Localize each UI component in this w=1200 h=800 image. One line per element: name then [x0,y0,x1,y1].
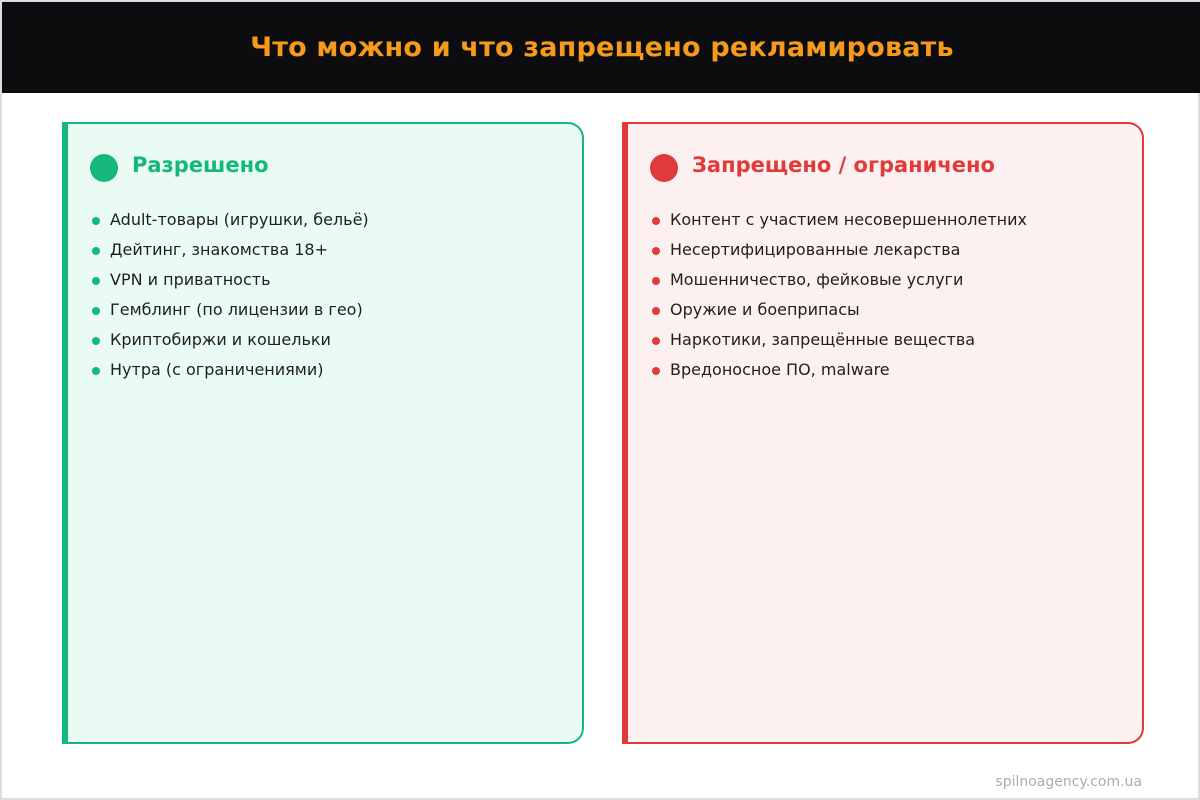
green-circle-icon [90,154,118,182]
allowed-title: Разрешено [132,153,269,177]
list-item [652,324,1027,354]
list-item-text: Вредоносное ПО, malware [670,359,890,379]
bullet-icon [92,337,100,345]
footer-site-label: spilnoagency.com.ua [995,774,1142,790]
forbidden-card-header [650,148,995,182]
list-item [92,294,369,324]
allowed-list [92,204,369,384]
bullet-icon [652,307,660,315]
forbidden-card [622,122,1144,744]
list-item [92,264,369,294]
forbidden-title: Запрещено / ограничено [692,153,995,177]
list-item [92,204,369,234]
allowed-card [62,122,584,744]
list-item-text: Нутра (с ограничениями) [110,359,324,379]
list-item [92,324,369,354]
list-item [652,204,1027,234]
list-item [652,294,1027,324]
list-item-text: Несертифицированные лекарства [670,239,961,259]
list-item [652,354,1027,384]
bullet-icon [92,277,100,285]
list-item-text: Гемблинг (по лицензии в гео) [110,299,363,319]
page-title: Что можно и что запрещено рекламировать [250,32,954,63]
list-item-text: Наркотики, запрещённые вещества [670,329,976,349]
bullet-icon [92,247,100,255]
allowed-card-header [90,148,269,182]
bullet-icon [92,367,100,375]
list-item [652,234,1027,264]
forbidden-list [652,204,1027,384]
list-item [92,234,369,264]
bullet-icon [652,247,660,255]
list-item-text: VPN и приватность [110,269,271,289]
bullet-icon [652,217,660,225]
bullet-icon [652,367,660,375]
list-item-text: Оружие и боеприпасы [670,299,860,319]
list-item-text: Adult-товары (игрушки, бельё) [110,209,369,229]
bullet-icon [652,277,660,285]
list-item [652,264,1027,294]
list-item-text: Контент с участием несовершеннолетних [670,209,1027,229]
list-item [92,354,369,384]
bullet-icon [92,217,100,225]
list-item-text: Мошенничество, фейковые услуги [670,269,964,289]
list-item-text: Дейтинг, знакомства 18+ [110,239,328,259]
list-item-text: Криптобиржи и кошельки [110,329,331,349]
bullet-icon [652,337,660,345]
red-circle-icon [650,154,678,182]
bullet-icon [92,307,100,315]
header-bar [2,2,1200,93]
